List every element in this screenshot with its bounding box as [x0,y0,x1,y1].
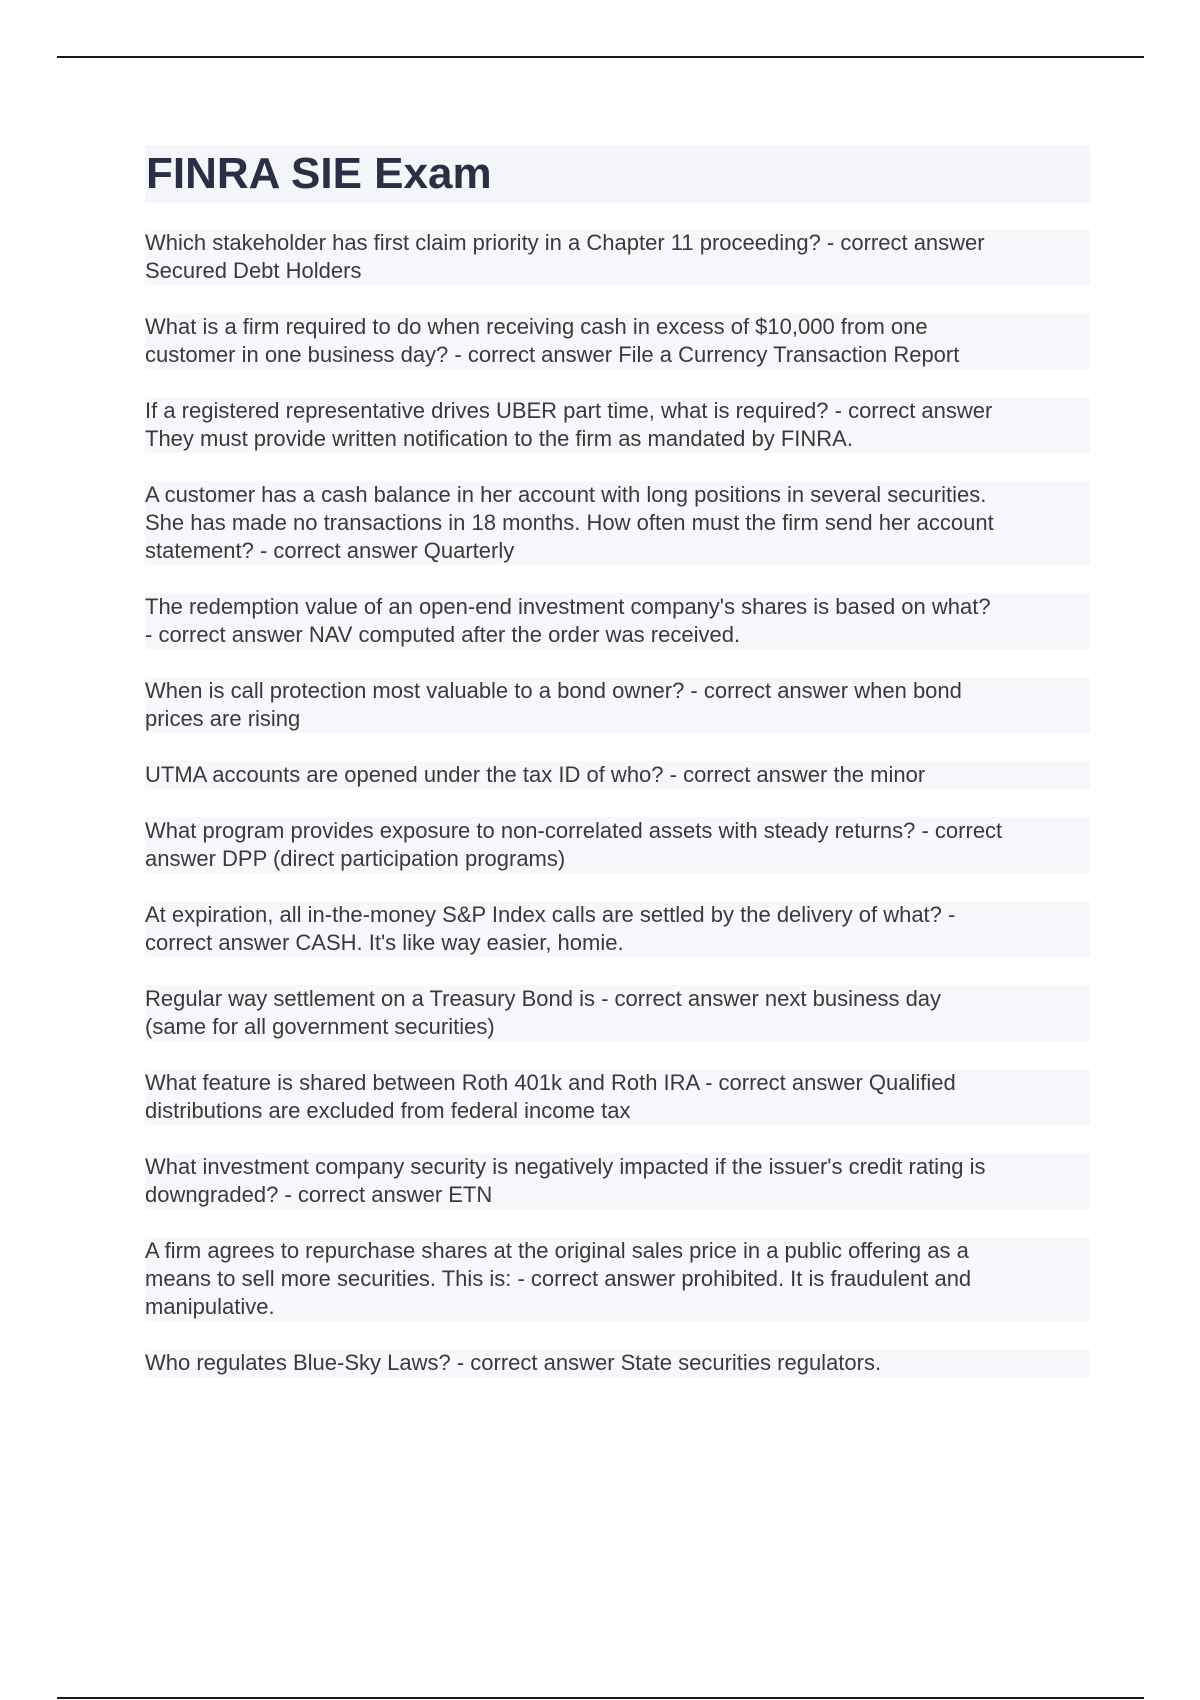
bottom-divider [57,1697,1144,1699]
qa-item: If a registered representative drives UBER part time, what is required? - correct answer They must provide written notification to the firm as mandated by FINRA. [145,397,1090,453]
qa-item: Which stakeholder has first claim priority in a Chapter 11 proceeding? - correct answer Secured Debt Holders [145,229,1090,285]
qa-item: Who regulates Blue-Sky Laws? - correct answer State securities regulators. [145,1349,1090,1377]
qa-item: What program provides exposure to non-correlated assets with steady returns? - correct answer DPP (direct participation programs) [145,817,1090,873]
qa-item: A firm agrees to repurchase shares at the original sales price in a public offering as a means to sell more securities. This is: - correct answer prohibited. It is fraudulent and manipulative. [145,1237,1090,1321]
qa-item: The redemption value of an open-end investment company's shares is based on what? - correct answer NAV computed after the order was received. [145,593,1090,649]
document-body [145,145,1090,1405]
qa-item: When is call protection most valuable to a bond owner? - correct answer when bond prices are rising [145,677,1090,733]
qa-item: UTMA accounts are opened under the tax ID of who? - correct answer the minor [145,761,1090,789]
qa-item: What is a firm required to do when receiving cash in excess of $10,000 from one customer in one business day? - correct answer File a Currency Transaction Report [145,313,1090,369]
page-title: FINRA SIE Exam [145,145,1090,203]
qa-item: At expiration, all in-the-money S&P Index calls are settled by the delivery of what? - correct answer CASH. It's like way easier, homie. [145,901,1090,957]
top-divider [57,56,1144,58]
qa-item: What investment company security is negatively impacted if the issuer's credit rating is downgraded? - correct answer ETN [145,1153,1090,1209]
qa-item: A customer has a cash balance in her account with long positions in several securities. She has made no transactions in 18 months. How often must the firm send her account statement? - correct answer Quarterly [145,481,1090,565]
qa-item: Regular way settlement on a Treasury Bond is - correct answer next business day (same for all government securities) [145,985,1090,1041]
qa-item: What feature is shared between Roth 401k and Roth IRA - correct answer Qualified distributions are excluded from federal income tax [145,1069,1090,1125]
